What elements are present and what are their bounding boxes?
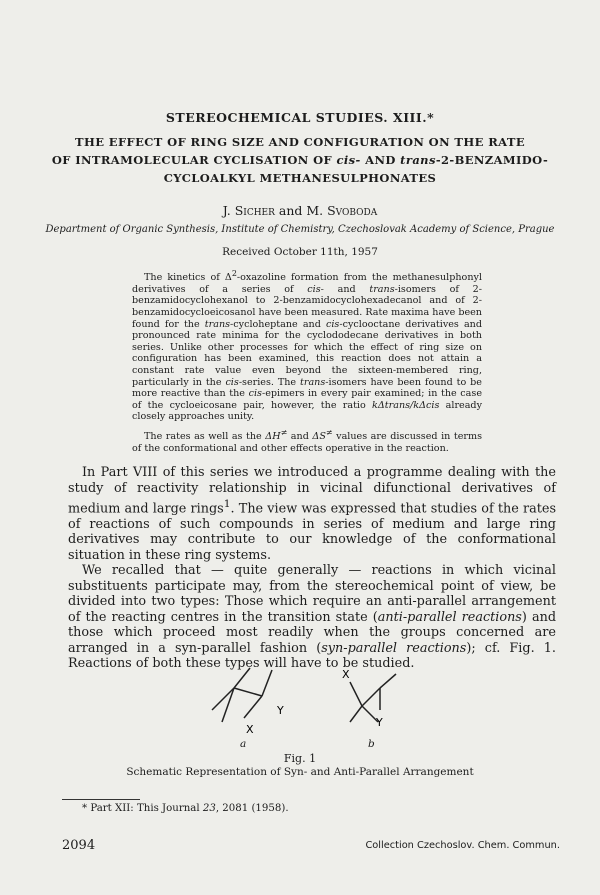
footnote: * Part XII: This Journal 23, 2081 (1958). xyxy=(82,803,289,814)
paper-title xyxy=(40,133,560,187)
title-line-1: THE EFFECT OF RING SIZE AND CONFIGURATION ON THE RATE xyxy=(75,135,525,149)
structure-a xyxy=(212,668,272,722)
body-text xyxy=(68,465,556,672)
figure-caption: Schematic Representation of Syn- and Anti-Parallel Arrangement xyxy=(126,766,474,778)
figure-label: Fig. 1 xyxy=(283,752,317,765)
label-y-b: Y xyxy=(376,716,383,729)
abstract-paragraph-1: The kinetics of $\Delta^2$-oxazoline formation from the methanesulphonyl derivatives of a series of cis- and trans-isomers of 2-benzamidocyclohexanol to 2-benzamidocyclohexadecanol and of 2-benzamidocycloeicosanol have been measured. Rate maxima have been found for the trans-cycloheptane and cis-cyclooctane derivatives and pronounced rate minima for the cyclododecane derivatives in both series. Unlike other processes for which the effect of ring size on configuration has been examined, this reaction does not attain a constant rate value even beyond the sixteen-membered ring, particularly in the cis-series. The trans-isomers have been found to be more reactive than the cis-epimers in every pair examined; in the case of the cycloeicosane pair, however, the ratio kΔtrans/kΔcis already closely approaches unity. xyxy=(132,269,482,423)
journal-name: Collection Czechoslov. Chem. Commun. xyxy=(365,840,560,851)
title-line-3: CYCLOALKYL METHANESULPHONATES xyxy=(163,171,437,185)
abstract-paragraph-2: The rates as well as the ΔH≠ and ΔS≠ values are discussed in terms of the conformational and other effects operative in the reaction. xyxy=(132,427,482,454)
figure-sub-a: a xyxy=(240,738,247,750)
series-title: STEREOCHEMICAL STUDIES. XIII.* xyxy=(165,110,435,125)
footnote-rule xyxy=(62,799,140,800)
figure-1-diagram xyxy=(200,660,410,760)
page-number: 2094 xyxy=(62,838,96,853)
affiliation: Department of Organic Synthesis, Institute of Chemistry, Czechoslovak Academy of Science, Prague xyxy=(45,224,555,235)
structure-b xyxy=(350,674,396,722)
label-x-a: X xyxy=(246,723,254,736)
label-y-a: Y xyxy=(277,704,284,717)
authors: J. Sicher and M. Svoboda xyxy=(222,203,378,218)
figure-sub-b: b xyxy=(368,738,375,750)
abstract xyxy=(132,268,482,454)
title-line-2: OF INTRAMOLECULAR CYCLISATION OF cis- AND trans-2-BENZAMIDO- xyxy=(51,153,549,167)
label-x-b: X xyxy=(342,668,350,681)
received-date: Received October 11th, 1957 xyxy=(222,246,378,258)
body-paragraph-2: We recalled that — quite generally — reactions in which vicinal substituents participate may, from the stereochemical point of view, be divided into two types: Those which require an anti-parallel arrangement of the reacting centres in the transition state (anti-parallel reactions) and those which proceed most readily when the groups concerned are arranged in a syn-parallel fashion (syn-parallel reactions); cf. Fig. 1. Reactions of both these types will have to be studied. xyxy=(68,563,557,672)
body-paragraph-1: In Part VIII of this series we introduced a programme dealing with the study of reactivity relationship in vicinal difunctional derivatives of medium and large rings$^1$. The view was expressed that studies of the rates of reactions of such compounds in series of medium and large ring derivatives may contribute to our knowledge of the conformational situation in these ring systems. xyxy=(68,465,557,563)
